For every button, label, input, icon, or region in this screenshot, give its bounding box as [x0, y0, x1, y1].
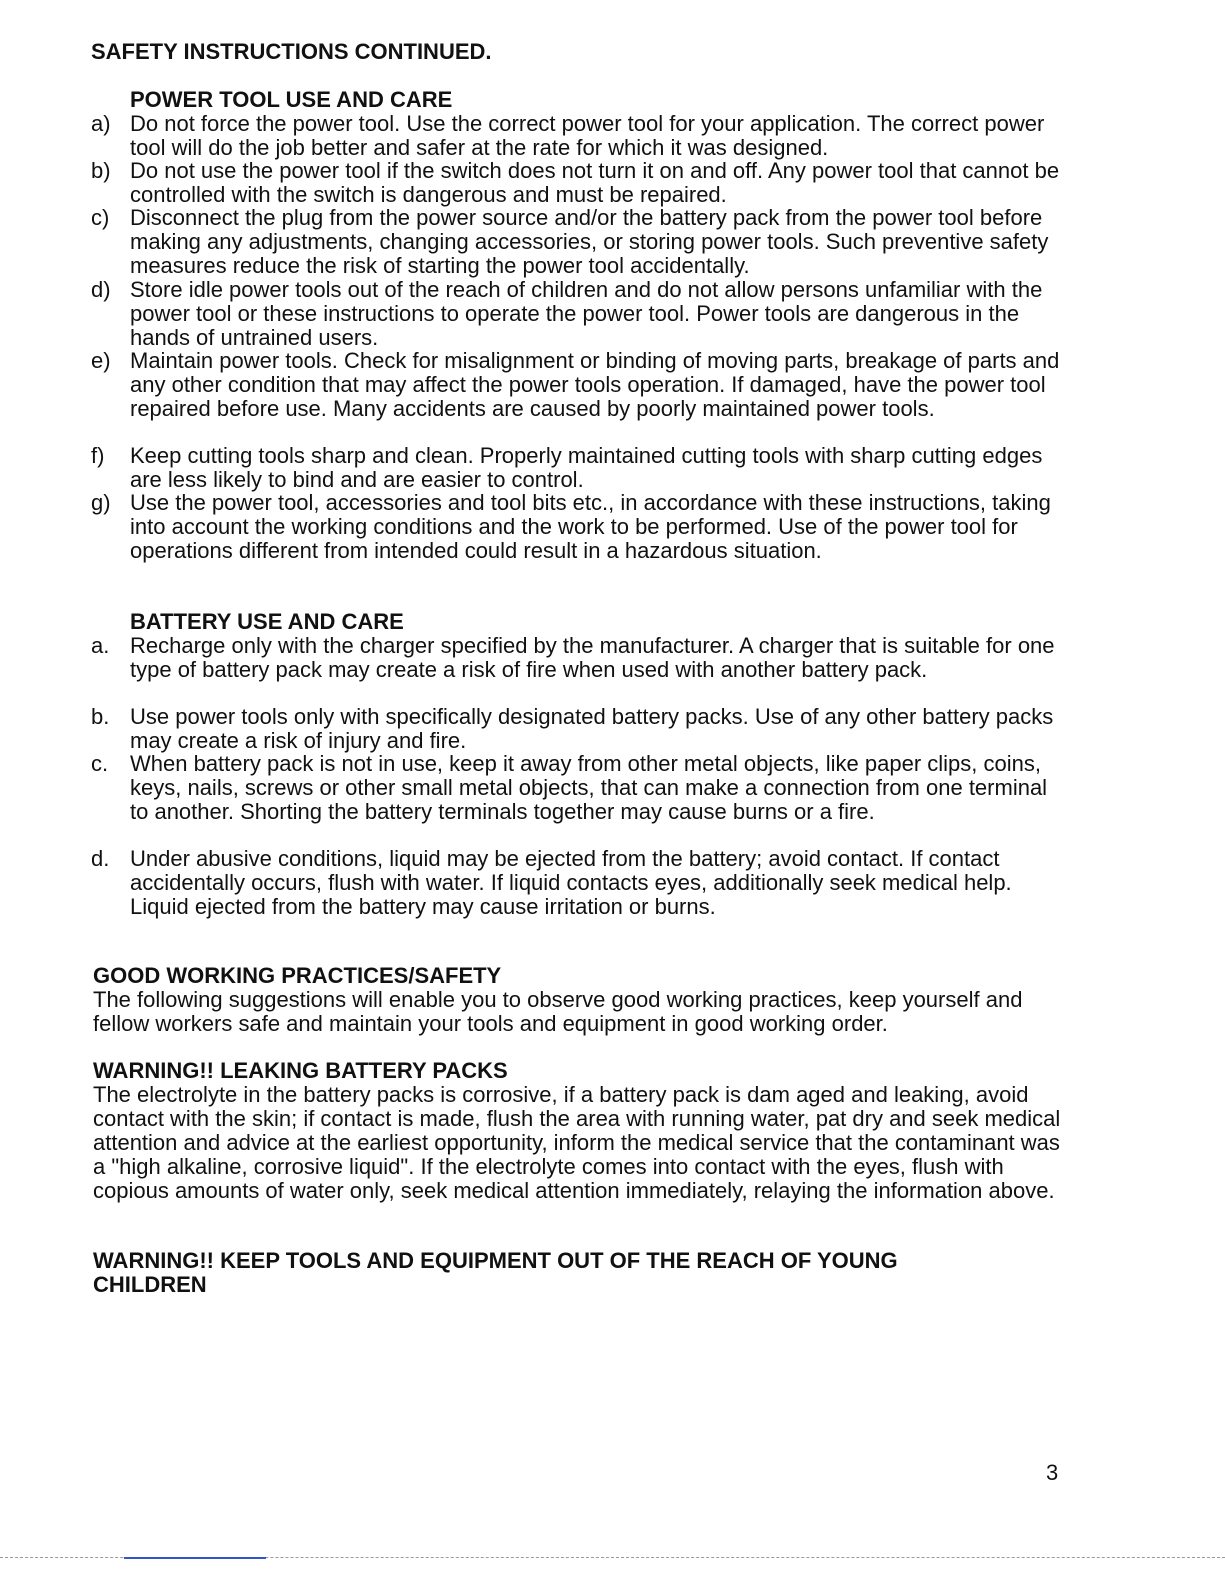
list-marker: d.	[91, 846, 110, 871]
list-item-text: Maintain power tools. Check for misalignment or binding of moving parts, breakage of parts and any other condition that may affect the power tools operation. If damaged, have the power tool repaired before use. Many accidents are caused by poorly maintained power tools.	[130, 348, 1060, 421]
list-item-text: When battery pack is not in use, keep it away from other metal objects, like paper clips, coins, keys, nails, screws or other small metal objects, that can make a connection from one terminal to another. Shorting the battery terminals together may cause burns or a fire.	[130, 751, 1048, 824]
children-warning-heading: WARNING!! KEEP TOOLS AND EQUIPMENT OUT OF THE REACH OF YOUNG CHILDREN	[93, 1248, 898, 1297]
list-item	[91, 159, 1071, 207]
list-item-text: Under abusive conditions, liquid may be ejected from the battery; avoid contact. If contact accidentally occurs, flush with water. If liquid contacts eyes, additionally seek medical help. Liquid ejected from the battery may cause irritation or burns.	[130, 846, 1012, 919]
battery-heading: BATTERY USE AND CARE	[130, 609, 404, 634]
list-marker: a.	[91, 633, 110, 658]
list-item	[91, 112, 1071, 160]
leaking-warning-heading: WARNING!! LEAKING BATTERY PACKS	[93, 1058, 508, 1083]
list-item	[91, 278, 1071, 350]
list-item	[91, 752, 1071, 824]
list-item	[91, 206, 1071, 278]
list-marker: c)	[91, 205, 110, 230]
list-item-text: Disconnect the plug from the power source and/or the battery pack from the power tool before making any adjustments, changing accessories, or storing power tools. Such preventive safety measures reduce the risk of starting the power tool accidentally.	[130, 205, 1049, 278]
list-marker: g)	[91, 490, 111, 515]
list-item	[91, 705, 1071, 753]
leaking-warning-body: The electrolyte in the battery packs is corrosive, if a battery pack is dam aged and leaking, avoid contact with the skin; if contact is made, flush the area with running water, pat dry and seek medical attention and advice at the earliest opportunity, inform the medical service that the contaminant was a "high alkaline, corrosive liquid". If the electrolyte comes into contact with the eyes, flush with copious amounts of water only, seek medical attention immediately, relaying the information above.	[93, 1082, 1061, 1203]
list-marker: e)	[91, 348, 111, 373]
list-item-text: Use power tools only with specifically designated battery packs. Use of any other battery packs may create a risk of injury and fire.	[130, 704, 1054, 753]
list-marker: b.	[91, 704, 110, 729]
page-title: SAFETY INSTRUCTIONS CONTINUED.	[91, 39, 492, 64]
list-item	[91, 349, 1071, 421]
list-item-text: Do not use the power tool if the switch does not turn it on and off. Any power tool that cannot be controlled with the switch is dangerous and must be repaired.	[130, 158, 1060, 207]
good-practices-heading: GOOD WORKING PRACTICES/SAFETY	[93, 963, 502, 988]
footer-link-underline	[124, 1557, 266, 1559]
list-item	[91, 444, 1071, 492]
list-item	[91, 491, 1071, 563]
list-item-text: Recharge only with the charger specified by the manufacturer. A charger that is suitable for one type of battery pack may create a risk of fire when used with another battery pack.	[130, 633, 1055, 682]
list-item-text: Keep cutting tools sharp and clean. Properly maintained cutting tools with sharp cutting edges are less likely to bind and are easier to control.	[130, 443, 1043, 492]
list-marker: c.	[91, 751, 109, 776]
page-number: 3	[1046, 1460, 1059, 1485]
list-item	[91, 634, 1071, 682]
list-marker: b)	[91, 158, 111, 183]
list-item-text: Do not force the power tool. Use the correct power tool for your application. The correct power tool will do the job better and safer at the rate for which it was designed.	[130, 111, 1045, 160]
list-marker: d)	[91, 277, 111, 302]
power-tool-heading: POWER TOOL USE AND CARE	[130, 87, 453, 112]
list-marker: f)	[91, 443, 105, 468]
list-marker: a)	[91, 111, 111, 136]
list-item-text: Use the power tool, accessories and tool bits etc., in accordance with these instructions, taking into account the working conditions and the work to be performed. Use of the power tool for operations different from intended could result in a hazardous situation.	[130, 490, 1051, 563]
list-item	[91, 847, 1071, 919]
list-item-text: Store idle power tools out of the reach of children and do not allow persons unfamiliar with the power tool or these instructions to operate the power tool. Power tools are dangerous in the hands of untrained users.	[130, 277, 1043, 350]
good-practices-body: The following suggestions will enable you to observe good working practices, keep yourself and fellow workers safe and maintain your tools and equipment in good working order.	[93, 987, 1023, 1036]
